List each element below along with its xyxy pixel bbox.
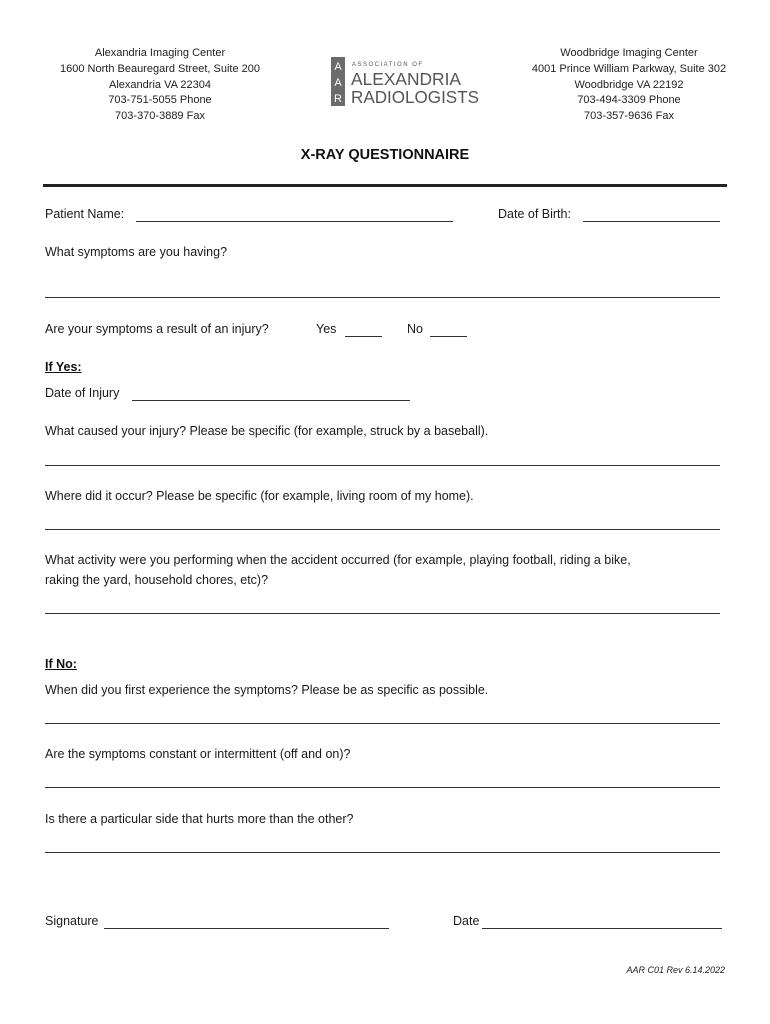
patient-name-label: Patient Name: — [45, 207, 125, 221]
constant-answer-field[interactable] — [45, 787, 720, 788]
logo-line-alexandria: ALEXANDRIA — [351, 69, 462, 89]
no-blank[interactable] — [430, 336, 467, 337]
logo-tagline: ASSOCIATION OF — [352, 62, 424, 68]
date-label: Date — [453, 914, 480, 928]
dob-field[interactable] — [583, 221, 720, 222]
cause-question: What caused your injury? Please be specific (for example, struck by a baseball). — [45, 424, 489, 438]
where-answer-field[interactable] — [45, 529, 720, 530]
activity-question-line1: What activity were you performing when the accident occurred (for example, playing football, riding a bike, — [45, 553, 631, 567]
injury-question: Are your symptoms a result of an injury? — [45, 322, 269, 336]
title-divider — [43, 184, 727, 187]
logo-letter: R — [334, 93, 342, 105]
revision-footer: AAR C01 Rev 6.14.2022 — [626, 965, 725, 975]
center-phone: 703-494-3309 Phone — [577, 94, 681, 107]
activity-question-line2: raking the yard, household chores, etc)? — [45, 573, 269, 587]
right-center-address — [520, 46, 738, 125]
cause-answer-field[interactable] — [45, 465, 720, 466]
center-city: Alexandria VA 22304 — [109, 78, 211, 91]
yes-label: Yes — [316, 322, 337, 336]
center-fax: 703-357-9636 Fax — [584, 110, 674, 123]
logo-letter: A — [334, 77, 342, 89]
activity-answer-field[interactable] — [45, 613, 720, 614]
center-name: Alexandria Imaging Center — [94, 47, 226, 59]
date-field[interactable] — [482, 928, 722, 929]
center-street: 1600 North Beauregard Street, Suite 200 — [60, 62, 260, 75]
date-of-injury-label: Date of Injury — [45, 386, 120, 400]
signature-field[interactable] — [104, 928, 389, 929]
no-label: No — [407, 322, 423, 336]
symptoms-answer-field[interactable] — [45, 297, 720, 298]
symptoms-question: What symptoms are you having? — [45, 245, 228, 259]
page-title: X-RAY QUESTIONNAIRE — [300, 147, 470, 163]
date-of-injury-field[interactable] — [132, 400, 410, 401]
signature-label: Signature — [45, 914, 99, 928]
if-no-heading: If No: — [45, 657, 77, 671]
dob-label: Date of Birth: — [498, 207, 571, 221]
patient-name-field[interactable] — [136, 221, 453, 222]
center-fax: 703-370-3889 Fax — [115, 110, 205, 123]
yes-blank[interactable] — [345, 336, 382, 337]
first-experience-answer-field[interactable] — [45, 723, 720, 724]
first-experience-question: When did you first experience the symptoms? Please be as specific as possible. — [45, 683, 489, 697]
side-question: Is there a particular side that hurts more than the other? — [45, 812, 354, 826]
logo-line-radiologists: RADIOLOGISTS — [351, 87, 479, 107]
logo-letter: A — [334, 61, 342, 73]
center-phone: 703-751-5055 Phone — [108, 94, 212, 107]
side-answer-field[interactable] — [45, 852, 720, 853]
left-center-address — [40, 46, 280, 125]
association-logo — [331, 57, 481, 107]
if-yes-heading: If Yes: — [45, 360, 82, 374]
center-city: Woodbridge VA 22192 — [574, 78, 684, 91]
center-name: Woodbridge Imaging Center — [560, 47, 698, 59]
constant-question: Are the symptoms constant or intermittent (off and on)? — [45, 747, 351, 761]
center-street: 4001 Prince William Parkway, Suite 302 — [531, 62, 727, 75]
where-question: Where did it occur? Please be specific (for example, living room of my home). — [45, 489, 474, 503]
